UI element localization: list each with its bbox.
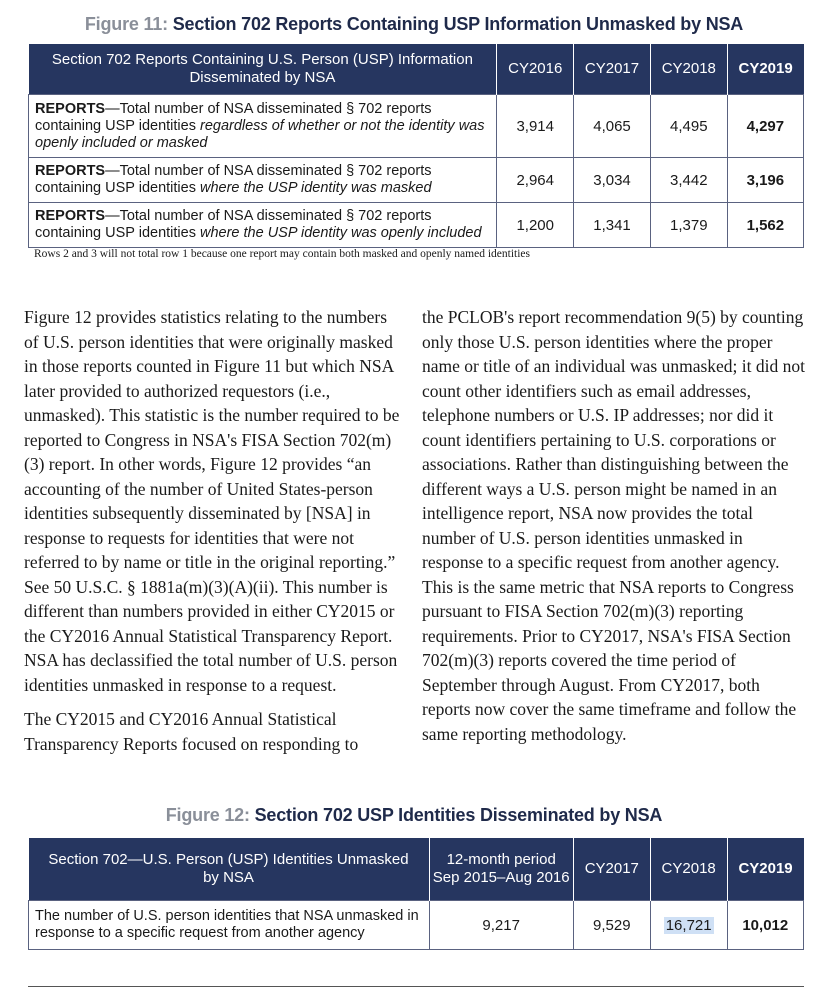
column-header-description: Section 702 Reports Containing U.S. Person (USP) Information Disseminated by NSA bbox=[29, 44, 497, 95]
figure-11-title-text: Section 702 Reports Containing USP Information Unmasked by NSA bbox=[172, 14, 744, 34]
column-header-description: Section 702—U.S. Person (USP) Identities Unmasked by NSA bbox=[29, 838, 430, 901]
figure-12-title-text: Section 702 USP Identities Disseminated by NSA bbox=[254, 805, 663, 825]
row-text-italic: where the USP identity was masked bbox=[199, 180, 432, 196]
cell-value: 10,012 bbox=[727, 901, 803, 950]
column-header-cy2019: CY2019 bbox=[727, 838, 803, 901]
selection-highlight[interactable]: 16,721 bbox=[665, 916, 712, 934]
page-divider bbox=[28, 986, 804, 987]
row-description bbox=[29, 95, 497, 158]
table-header-row bbox=[29, 838, 804, 901]
figure-11-table bbox=[28, 44, 804, 248]
figure-11-footnote: Rows 2 and 3 will not total row 1 because one report may contain both masked and openly named identities bbox=[34, 248, 530, 260]
cell-value: 2,964 bbox=[497, 158, 574, 203]
row-description bbox=[29, 203, 497, 248]
cell-value: 4,297 bbox=[727, 95, 803, 158]
row-text-italic: where the USP identity was openly included bbox=[199, 225, 482, 241]
cell-value: 3,914 bbox=[497, 95, 574, 158]
period-line-1: 12-month period bbox=[446, 851, 556, 868]
row-text: —Total number of NSA disseminated § 702 reports containing USP identities bbox=[35, 208, 432, 241]
figure-12-label: Figure 12: bbox=[165, 805, 250, 825]
row-description bbox=[29, 158, 497, 203]
cell-value: 1,562 bbox=[727, 203, 803, 248]
figure-11-label: Figure 11: bbox=[84, 14, 168, 34]
cell-value: 1,200 bbox=[497, 203, 574, 248]
period-line-2: Sep 2015–Aug 2016 bbox=[432, 869, 570, 886]
column-header-cy2018: CY2018 bbox=[650, 838, 727, 901]
figure-12-table bbox=[28, 838, 804, 950]
cell-value: 1,341 bbox=[574, 203, 651, 248]
column-header-cy2017: CY2017 bbox=[574, 44, 651, 95]
table-header-row bbox=[29, 44, 804, 95]
paragraph: The CY2015 and CY2016 Annual Statistical Transparency Reports focused on responding to bbox=[24, 709, 359, 754]
column-header-cy2017: CY2017 bbox=[573, 838, 650, 901]
row-lead: REPORTS bbox=[35, 100, 106, 117]
cell-value-highlighted[interactable] bbox=[650, 901, 727, 950]
paragraph: the PCLOB's report recommendation 9(5) by counting only those U.S. person identities where the proper name or title of an individual was unmasked; it did not count other identifiers such as email addresses, telephone numbers or U.S. IP addresses; nor did it count identifiers pertaining to U.S. corporations or associations. Rather than distinguishing between the different ways a U.S. person might be named in an intelligence report, NSA now provides the total number of U.S. person identities unmasked in response to a specific request from another agency. This is the same metric that NSA reports to Congress pursuant to FISA Section 702(m)(3) reporting requirements. Prior to CY2017, NSA's FISA Section 702(m)(3) reports covered the time period of September through August. From CY2017, both reports now cover the same timeframe and follow the same reporting methodology. bbox=[422, 307, 805, 744]
body-column-left bbox=[24, 305, 402, 766]
column-header-cy2019: CY2019 bbox=[727, 44, 803, 95]
table-row bbox=[29, 203, 804, 248]
table-row bbox=[29, 158, 804, 203]
body-column-right bbox=[422, 305, 806, 756]
table-row bbox=[29, 95, 804, 158]
column-header-cy2016: CY2016 bbox=[497, 44, 574, 95]
column-header-cy2018: CY2018 bbox=[650, 44, 727, 95]
cell-value: 4,495 bbox=[650, 95, 727, 158]
figure-12-title bbox=[0, 805, 828, 826]
row-lead: REPORTS bbox=[35, 208, 106, 224]
row-text: —Total number of NSA disseminated § 702 reports containing USP identities bbox=[35, 163, 432, 196]
cell-value: 1,379 bbox=[650, 203, 727, 248]
figure-11-title bbox=[0, 14, 828, 35]
row-text-italic: regardless of whether or not the identity was openly included or masked bbox=[35, 117, 485, 151]
row-description: The number of U.S. person identities that NSA unmasked in response to a specific request from another agency bbox=[29, 901, 430, 950]
row-text: —Total number of NSA disseminated § 702 reports containing USP identities bbox=[35, 100, 432, 134]
paragraph: Figure 12 provides statistics relating to the numbers of U.S. person identities that were originally masked in those reports counted in Figure 11 but which NSA later provided to authorized requestors (i.e., unmasked). This statistic is the number required to be reported to Congress in NSA's FISA Section 702(m)(3) report. In other words, Figure 12 provides “an accounting of the number of United States-person identities subsequently disseminated by [NSA] in response to requests for identities that were not referred to by name or title in the original reporting.” See 50 U.S.C. § 1881a(m)(3)(A)(ii). This number is different than numbers provided in either CY2015 or the CY2016 Annual Statistical Transparency Report. NSA has declassified the total number of U.S. person identities unmasked in response to a request. bbox=[24, 307, 400, 695]
cell-value: 9,529 bbox=[573, 901, 650, 950]
cell-value: 4,065 bbox=[574, 95, 651, 158]
row-lead: REPORTS bbox=[35, 163, 106, 179]
table-row bbox=[29, 901, 804, 950]
cell-value: 3,442 bbox=[650, 158, 727, 203]
cell-value: 3,196 bbox=[727, 158, 803, 203]
column-header-period bbox=[429, 838, 573, 901]
cell-value: 3,034 bbox=[574, 158, 651, 203]
cell-value: 9,217 bbox=[429, 901, 573, 950]
